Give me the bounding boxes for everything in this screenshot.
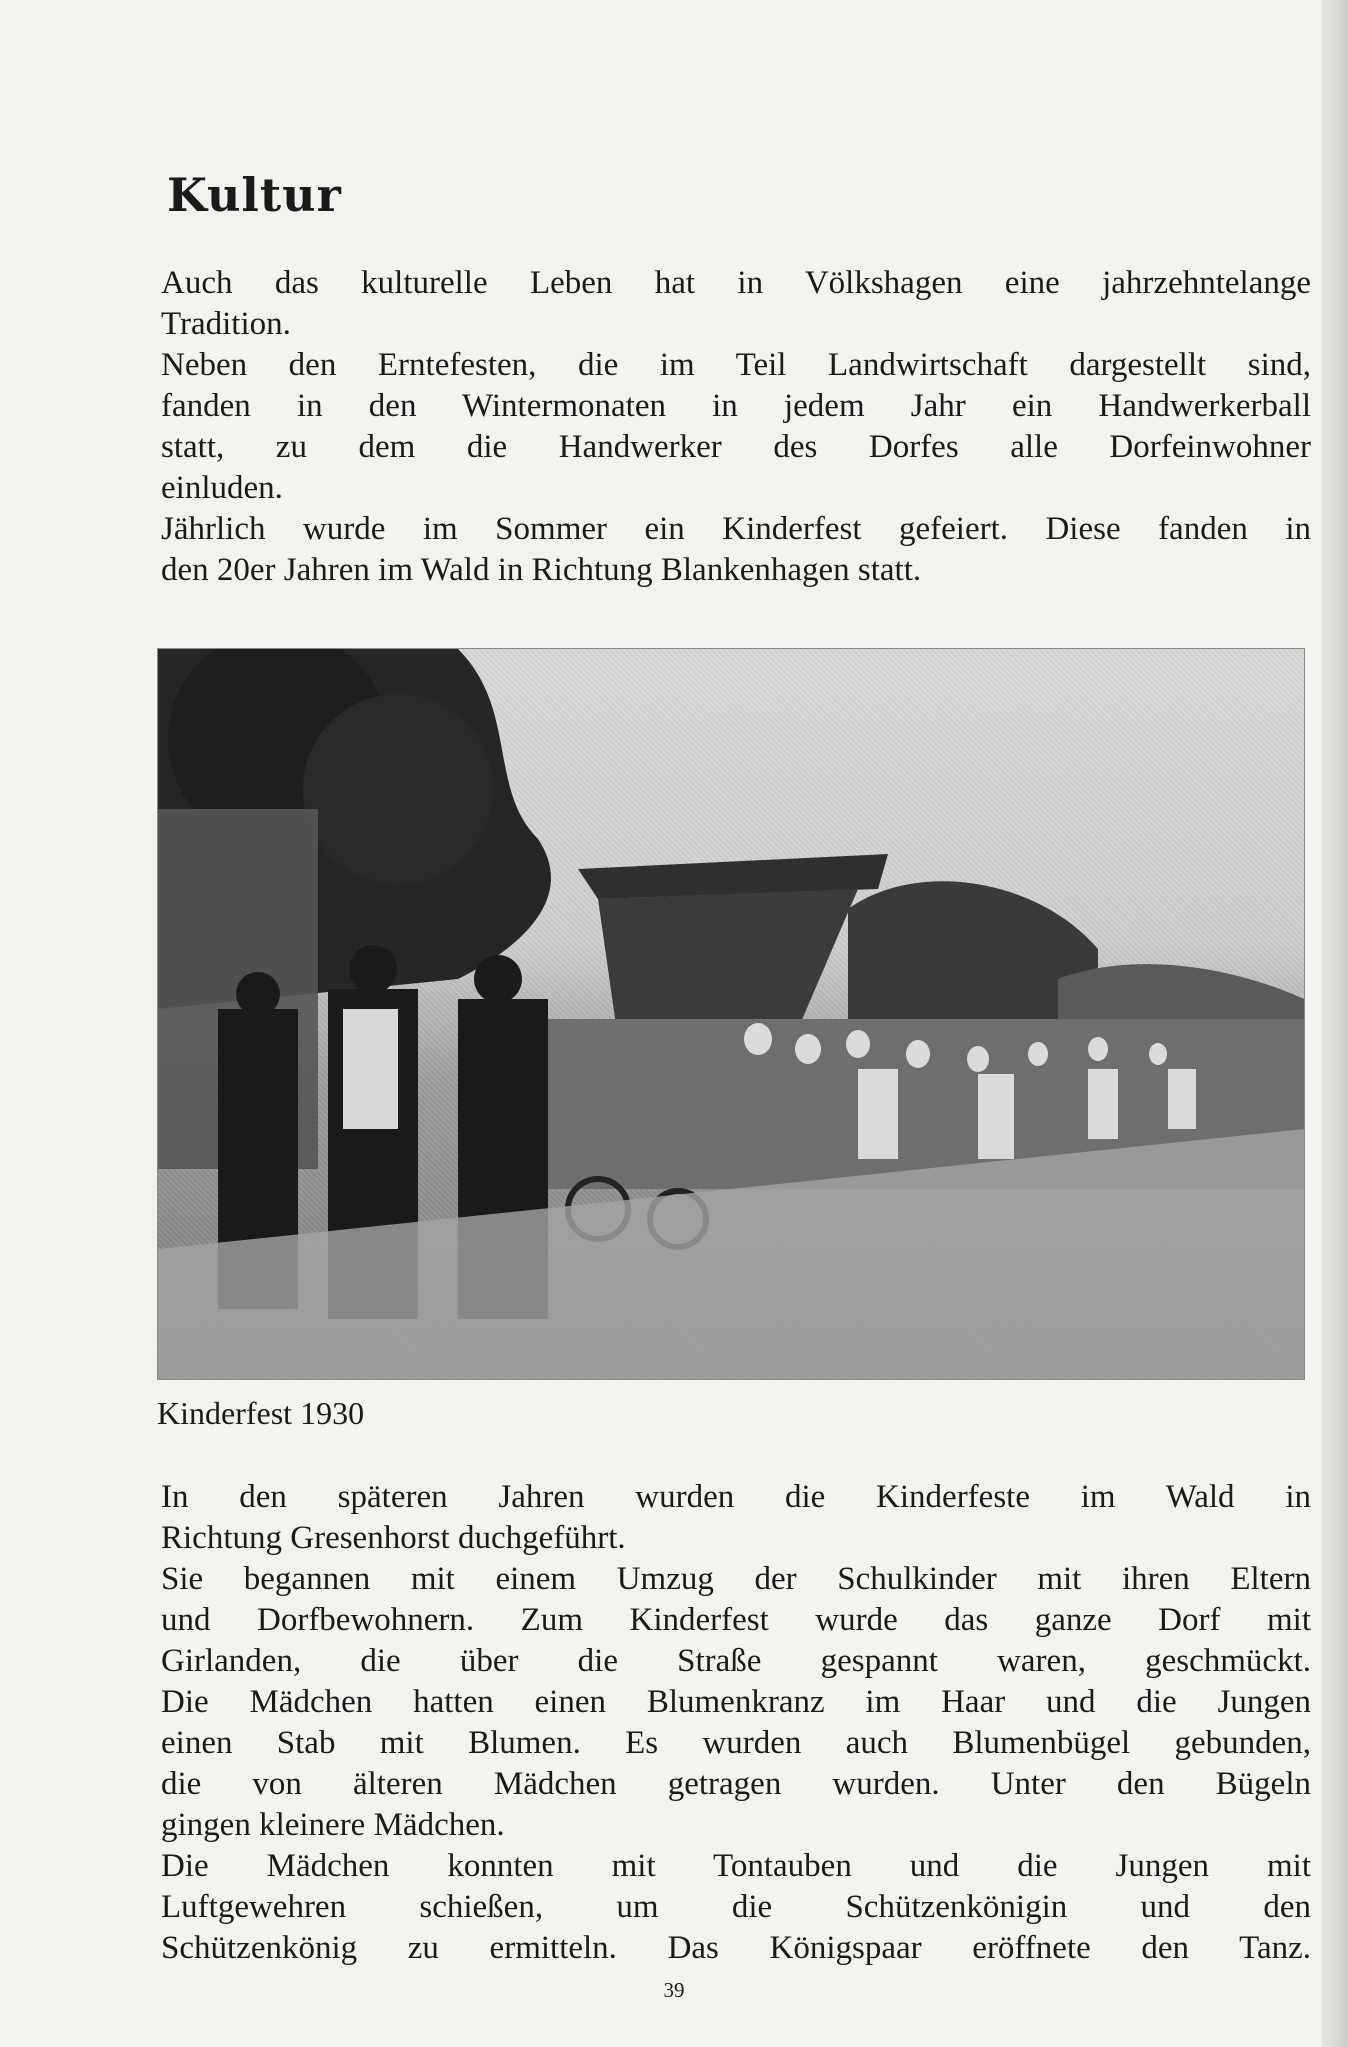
text-line: Die Mädchen hatten einen Blumenkranz im Haar und die Jungen: [161, 1684, 1311, 1720]
historic-photo: [157, 648, 1305, 1380]
page-title: Kultur: [167, 168, 342, 222]
photo-illustration: [158, 649, 1304, 1379]
text-line: einluden.: [161, 470, 283, 506]
text-line: Auch das kulturelle Leben hat in Völkshagen eine jahrzehntelange: [161, 265, 1311, 301]
text-line: Neben den Erntefesten, die im Teil Landwirtschaft dargestellt sind,: [161, 347, 1311, 383]
intro-paragraph: [161, 263, 1311, 591]
text-line: Die Mädchen konnten mit Tontauben und die Jungen mit: [161, 1848, 1311, 1884]
text-line: Girlanden, die über die Straße gespannt waren, geschmückt.: [161, 1643, 1311, 1679]
text-line: die von älteren Mädchen getragen wurden. Unter den Bügeln: [161, 1766, 1311, 1802]
text-line: gingen kleinere Mädchen.: [161, 1807, 505, 1843]
text-line: statt, zu dem die Handwerker des Dorfes alle Dorfeinwohner: [161, 429, 1311, 465]
text-line: Luftgewehren schießen, um die Schützenkönigin und den: [161, 1889, 1311, 1925]
text-line: den 20er Jahren im Wald in Richtung Blankenhagen statt.: [161, 552, 922, 588]
text-line: Sie begannen mit einem Umzug der Schulkinder mit ihren Eltern: [161, 1561, 1311, 1597]
text-line: Jährlich wurde im Sommer ein Kinderfest gefeiert. Diese fanden in: [161, 511, 1311, 547]
text-line: einen Stab mit Blumen. Es wurden auch Blumenbügel gebunden,: [161, 1725, 1311, 1761]
text-line: und Dorfbewohnern. Zum Kinderfest wurde das ganze Dorf mit: [161, 1602, 1311, 1638]
text-line: Schützenkönig zu ermitteln. Das Königspaar eröffnete den Tanz.: [161, 1930, 1311, 1966]
photo-caption: Kinderfest 1930: [157, 1395, 365, 1431]
text-line: In den späteren Jahren wurden die Kinderfeste im Wald in: [161, 1479, 1311, 1515]
text-line: Richtung Gresenhorst duchgeführt.: [161, 1520, 626, 1556]
page-number: 39: [663, 1978, 685, 2002]
main-paragraph: [161, 1477, 1311, 1969]
text-line: fanden in den Wintermonaten in jedem Jahr ein Handwerkerball: [161, 388, 1311, 424]
page-edge-shadow: [1322, 0, 1348, 2047]
text-line: Tradition.: [161, 306, 291, 342]
